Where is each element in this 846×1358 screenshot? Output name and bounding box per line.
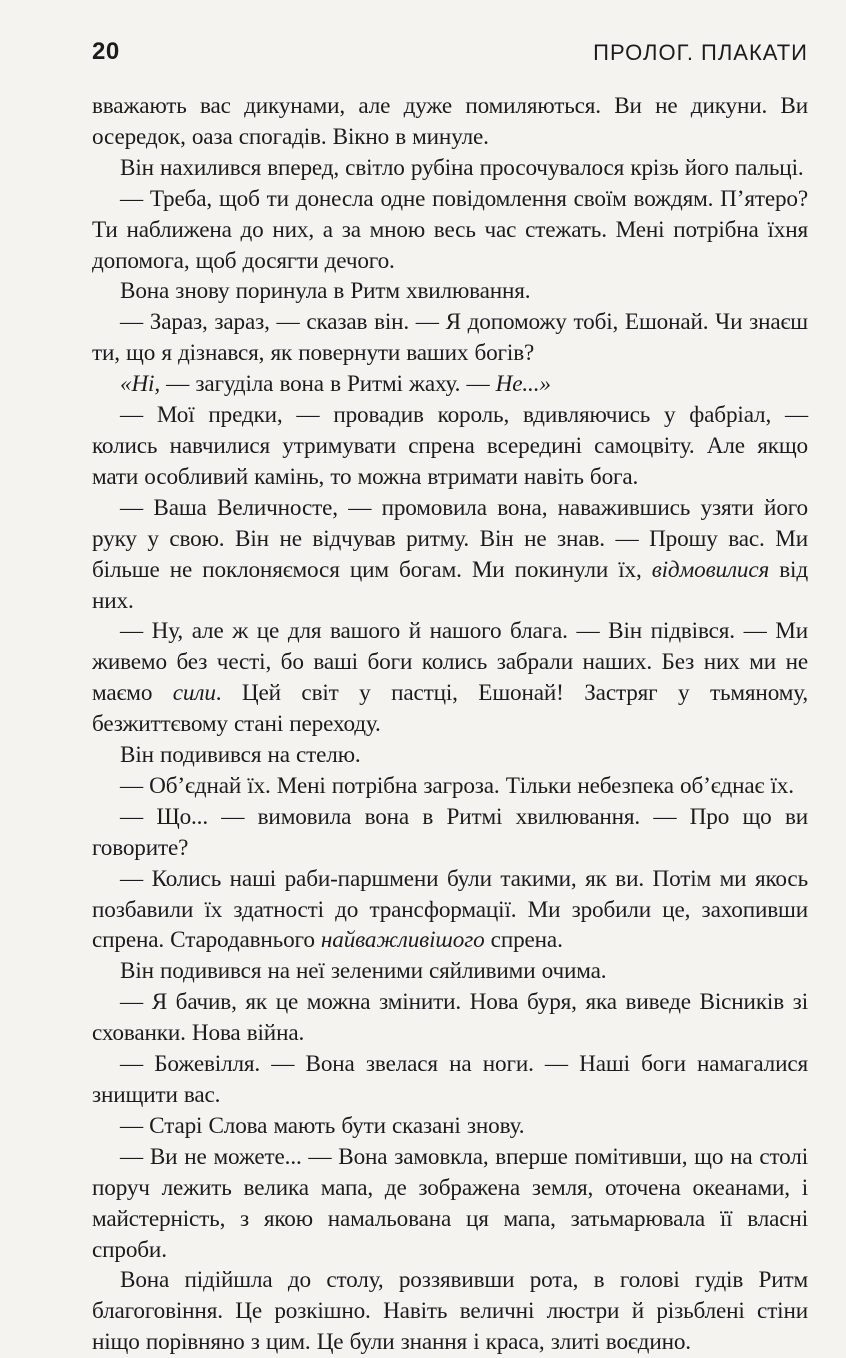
- paragraph: Він подивився на неї зеленими сяйливими очима.: [120, 958, 607, 985]
- paragraph: — Я бачив, як це можна змінити. Нова буря, яка виведе Вісників зі схованки. Нова війна.: [92, 989, 808, 1047]
- paragraph: Вона знову поринула в Ритм хвилювання.: [120, 278, 531, 305]
- page-header: [92, 38, 808, 74]
- italic-speech: Не...»: [495, 371, 551, 398]
- paragraph: — Треба, щоб ти донесла одне повідомлення своїм вождям. П’ятеро? Ти наближена до них, а за мною весь час стежать. Мені потрібна їхня допомога, щоб досягти дечого.: [92, 185, 808, 274]
- paragraph: — Зараз, зараз, — сказав він. — Я допоможу тобі, Ешонай. Чи знаєш ти, що я дізнався, як повернути ваших богів?: [92, 309, 808, 367]
- paragraph-text: спрена.: [484, 927, 563, 954]
- paragraph: [92, 616, 808, 740]
- italic-speech: «Ні,: [120, 371, 160, 398]
- paragraph: [92, 369, 808, 400]
- paragraph-text: . Цей світ у пастці, Ешонай! Застряг у тьмяному, безжиттєвому стані переходу.: [92, 680, 808, 738]
- body-text: [92, 91, 808, 1358]
- paragraph: — Мої предки, — провадив король, вдивляючись у фабріал, — колись навчилися утримувати спрена всередині самоцвіту. Але якщо мати особливий камінь, то можна втримати навіть бога.: [92, 402, 808, 490]
- emphasis: сили: [172, 680, 216, 707]
- paragraph-text: — загуділа вона в Ритмі жаху. —: [159, 371, 496, 398]
- paragraph: Він подивився на стелю.: [120, 742, 361, 769]
- paragraph: [92, 864, 808, 957]
- paragraph: Вона підійшла до столу, роззявивши рота, в голові гудів Ритм благоговіння. Це розкішно. Навіть величні люстри й різьблені стіни ніщо порівняно з цим. Це були знання і краса, злиті воєдино.: [92, 1267, 808, 1356]
- paragraph-text: від них.: [92, 556, 808, 614]
- paragraph: — Що... — вимовила вона в Ритмі хвилювання. — Про що ви говорите?: [92, 803, 808, 861]
- running-title: ПРОЛОГ. ПЛАКАТИ: [593, 40, 808, 65]
- paragraph-text: — Колись наші раби-паршмени були такими, як ви. Потім ми якось позбавили їх здатності до трансформації. Ми зробили це, захопивши спрена. Стародавнього: [92, 865, 808, 954]
- emphasis: найважливішого: [320, 927, 485, 954]
- paragraph: вважають вас дикунами, але дуже помиляються. Ви не дикуни. Ви осередок, оаза спогадів. Вікно в минуле.: [92, 93, 808, 150]
- paragraph-text: — Ну, але ж це для вашого й нашого блага. — Він підвівся. — Ми живемо без честі, бо ваші боги колись забрали наших. Без них ми не маємо: [92, 618, 808, 707]
- paragraph: — Старі Слова мають бути сказані знову.: [120, 1112, 525, 1139]
- paragraph: [92, 493, 808, 617]
- paragraph: Він нахилився вперед, світло рубіна просочувалося крізь його пальці.: [120, 154, 804, 181]
- paragraph-text: — Ваша Величносте, — промовила вона, наважившись узяти його руку у свою. Він не відчував ритму. Він не знав. — Прошу вас. Ми більше не поклоняємося цим богам. Ми покинули їх,: [92, 494, 808, 583]
- emphasis: відмовилися: [651, 556, 770, 583]
- page-number: 20: [92, 38, 120, 65]
- paragraph: — Божевілля. — Вона звелася на ноги. — Наші боги намагалися знищити вас.: [92, 1051, 808, 1108]
- paragraph: — Об’єднай їх. Мені потрібна загроза. Тільки небезпека об’єднає їх.: [120, 772, 794, 799]
- paragraph: — Ви не можете... — Вона замовкла, вперше помітивши, що на столі поруч лежить велика мапа, де зображена земля, оточена океанами, і майстерність, з якою намальована ця мапа, затьмарювала її власні спроби.: [92, 1143, 808, 1263]
